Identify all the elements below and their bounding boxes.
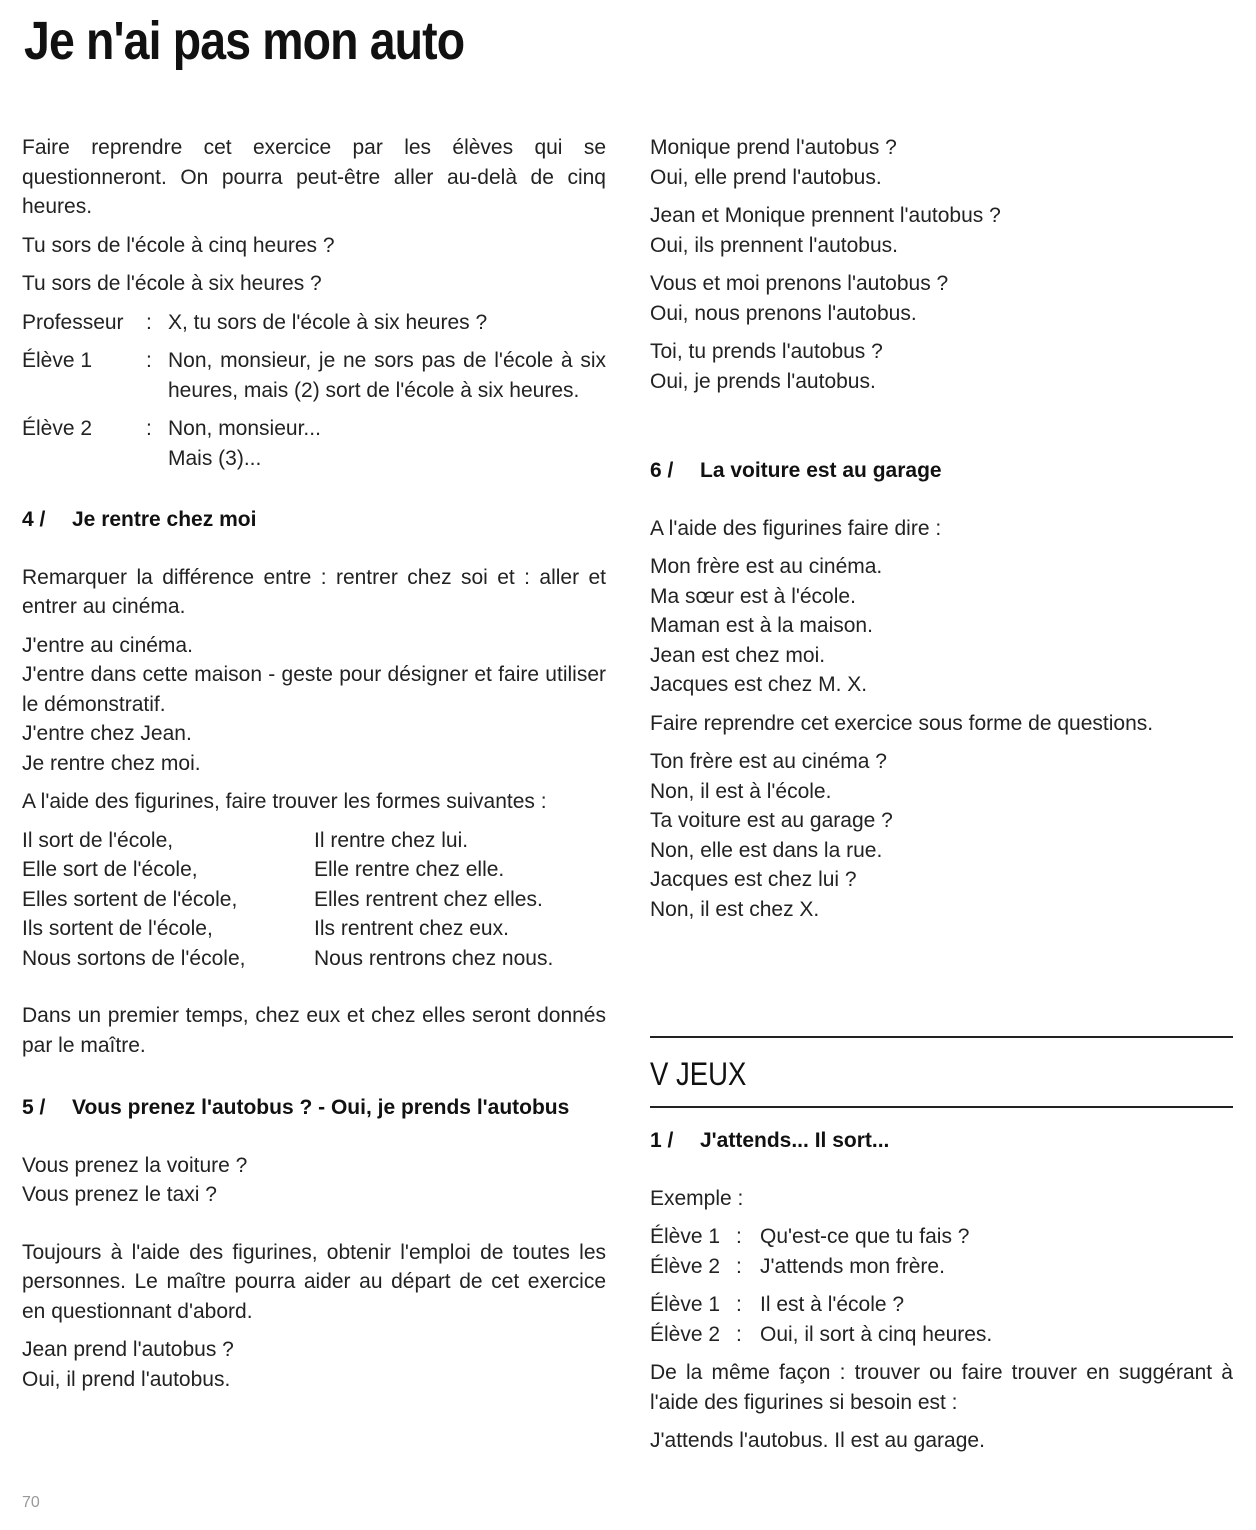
example-lines xyxy=(22,631,606,779)
dialog-text: Qu'est-ce que tu fais ? xyxy=(760,1225,970,1248)
forms-row: Elles sortent de l'école, Elles rentrent chez elles. xyxy=(22,887,543,911)
example-line: J'entre chez Jean. xyxy=(22,722,192,745)
section-paragraph: Toujours à l'aide des figurines, obtenir l'emploi de toutes les personnes. Le maître pourra aider au départ de cet exercice en questionnant d'abord. xyxy=(22,1240,606,1323)
forms-row: Elle sort de l'école, Elle rentre chez elle. xyxy=(22,858,505,881)
right-column xyxy=(650,133,1233,1456)
speaker-label: Élève 1 xyxy=(22,349,93,372)
example-line: Vous prenez le taxi ? xyxy=(22,1183,217,1206)
section-heading: 4 / Je rentre chez moi xyxy=(22,508,257,531)
dialog-text: Oui, il sort à cinq heures. xyxy=(760,1322,993,1346)
section-heading: 5 / Vous prenez l'autobus ? - Oui, je prends l'autobus xyxy=(22,1096,570,1119)
dialog-line: Élève 1 : Il est à l'école ? xyxy=(650,1290,1233,1320)
forms-table xyxy=(22,826,606,974)
dialog-line: Élève 2 : Non, monsieur... Mais (3)... xyxy=(22,414,606,473)
page-number: 70 xyxy=(22,1494,40,1511)
dialog-line: Élève 1 : Non, monsieur, je ne sors pas de l'école à six heures, mais (2) sort de l'école à six heures. xyxy=(22,346,606,405)
forms-row: Ils sortent de l'école, Ils rentrent chez eux. xyxy=(22,917,509,940)
dialog-text: J'attends mon frère. xyxy=(760,1254,945,1278)
speaker-label: Élève 2 xyxy=(650,1254,721,1278)
chapter-title: V JEUX xyxy=(650,1056,747,1092)
dialog-block xyxy=(650,1290,1233,1349)
example-lines: Ton frère est au cinéma ? Non, il est à l'école. Ta voiture est au garage ? Non, elle est dans la rue. Jacques est chez lui ? Non, il est chez X. xyxy=(650,750,893,921)
example-line: Vous prenez la voiture ? xyxy=(22,1153,248,1177)
qa-pair: Jean et Monique prennent l'autobus ? Oui, ils prennent l'autobus. xyxy=(650,204,1001,257)
example-line: Je rentre chez moi. xyxy=(22,751,201,775)
dialog-text: Non, monsieur... Mais (3)... xyxy=(168,417,321,470)
section-paragraph: A l'aide des figurines, faire trouver les formes suivantes : xyxy=(22,790,547,813)
dialog-line: Élève 1 : Qu'est-ce que tu fais ? xyxy=(650,1222,1233,1252)
example-line: Oui, il prend l'autobus. xyxy=(22,1367,231,1391)
speaker-label: Professeur xyxy=(22,310,124,334)
question-line: Tu sors de l'école à cinq heures ? xyxy=(22,233,335,257)
question-line: Tu sors de l'école à six heures ? xyxy=(22,272,322,295)
qa-pair: Monique prend l'autobus ? Oui, elle prend l'autobus. xyxy=(650,136,897,189)
dialog-block xyxy=(650,1222,1233,1281)
example-lines xyxy=(22,1151,606,1210)
forms-row: Nous sortons de l'école, Nous rentrons chez nous. xyxy=(22,946,554,970)
example-line: J'entre au cinéma. xyxy=(22,633,193,657)
forms-row: Il sort de l'école, Il rentre chez lui. xyxy=(22,828,469,852)
example-line: Jean prend l'autobus ? xyxy=(22,1338,234,1361)
section-paragraph: Faire reprendre cet exercice sous forme de questions. xyxy=(650,711,1154,735)
example-lines xyxy=(22,1335,606,1394)
example-lines: Mon frère est au cinéma. Ma sœur est à l'école. Maman est à la maison. Jean est chez moi. Jacques est chez M. X. xyxy=(650,555,883,696)
section-paragraph: Dans un premier temps, chez eux et chez elles seront donnés par le maître. xyxy=(22,1004,606,1057)
speaker-label: Élève 1 xyxy=(650,1225,721,1248)
dialog-text: Il est à l'école ? xyxy=(760,1293,905,1316)
speaker-label: Élève 2 xyxy=(650,1322,721,1346)
dialog-line: Élève 2 : J'attends mon frère. xyxy=(650,1252,1233,1282)
speaker-label: Élève 2 xyxy=(22,417,93,440)
speaker-label: Élève 1 xyxy=(650,1293,721,1316)
left-column xyxy=(22,133,606,1394)
section-paragraph: J'attends l'autobus. Il est au garage. xyxy=(650,1429,985,1452)
dialog-text: X, tu sors de l'école à six heures ? xyxy=(168,310,488,334)
qa-pair: Toi, tu prends l'autobus ? Oui, je prends l'autobus. xyxy=(650,340,883,393)
chapter-rule-bottom xyxy=(650,1106,1233,1108)
intro-paragraph: Faire reprendre cet exercice par les élèves qui se questionneront. On pourra peut-être aller au-delà de cinq heures. xyxy=(22,136,606,218)
section-paragraph: Exemple : xyxy=(650,1186,744,1210)
section-heading: 1 / J'attends... Il sort... xyxy=(650,1129,890,1152)
section-paragraph: A l'aide des figurines faire dire : xyxy=(650,516,942,540)
example-line: J'entre dans cette maison - geste pour désigner et faire utiliser le démonstratif. xyxy=(22,663,606,716)
section-paragraph: Remarquer la différence entre : rentrer chez soi et : aller et entrer au cinéma. xyxy=(22,565,606,618)
dialog-line: Élève 2 : Oui, il sort à cinq heures. xyxy=(650,1320,1233,1350)
section-paragraph: De la même façon : trouver ou faire trouver en suggérant à l'aide des figurines si besoin est : xyxy=(650,1361,1233,1414)
qa-pair: Vous et moi prenons l'autobus ? Oui, nous prenons l'autobus. xyxy=(650,272,949,325)
chapter-heading xyxy=(650,1038,1233,1106)
page-title: Je n'ai pas mon auto xyxy=(24,11,465,71)
dialog-line: Professeur : X, tu sors de l'école à six heures ? xyxy=(22,308,606,338)
section-heading: 6 / La voiture est au garage xyxy=(650,459,942,482)
dialog-text: Non, monsieur, je ne sors pas de l'école à six heures, mais (2) sort de l'école à six heures. xyxy=(168,349,606,402)
